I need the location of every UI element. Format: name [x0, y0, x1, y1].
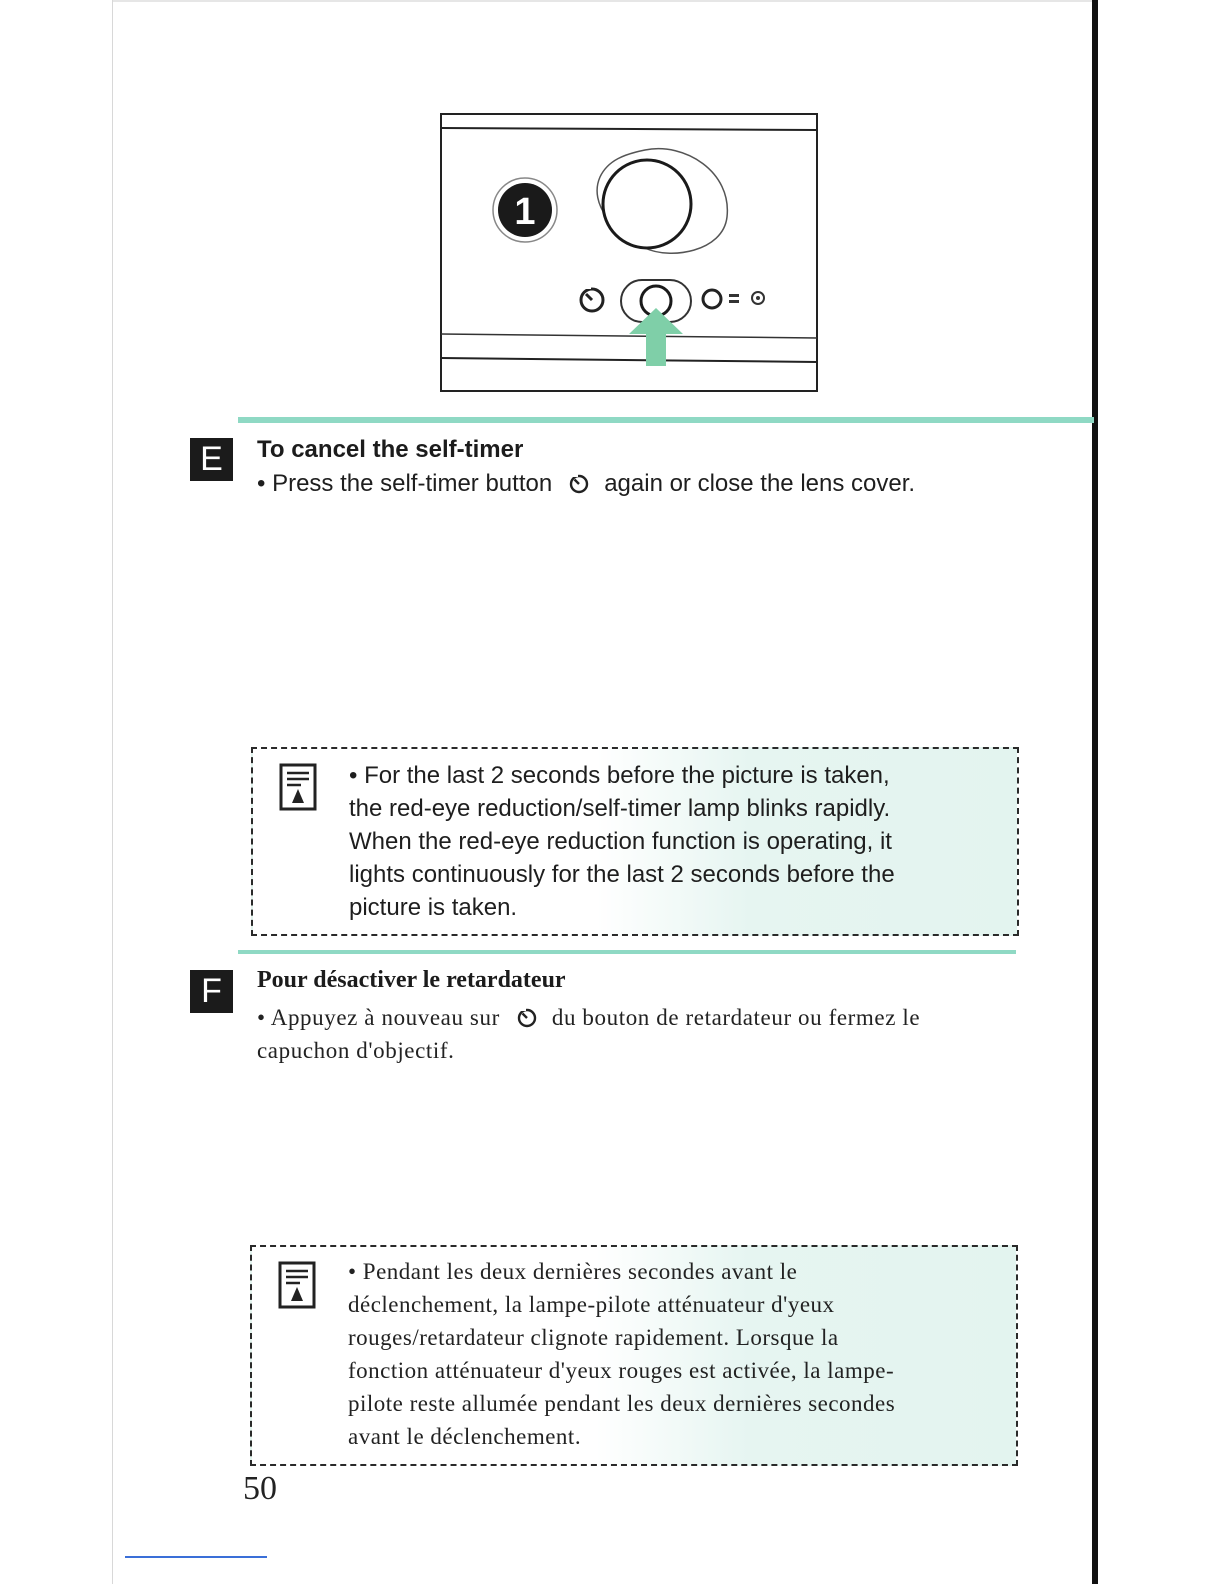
camera-top-illustration	[440, 112, 818, 393]
right-border	[1092, 0, 1098, 1584]
french-instruction-start: • Appuyez à nouveau sur	[257, 1005, 500, 1030]
french-instruction	[257, 1001, 1017, 1067]
english-instruction-start: • Press the self-timer button	[257, 470, 553, 497]
note-line: picture is taken.	[349, 894, 518, 921]
english-note-text	[349, 759, 999, 924]
callout-number-one	[493, 178, 557, 242]
memo-note-icon	[278, 1261, 316, 1309]
note-line: déclenchement, la lampe-pilote atténuateur d'yeux	[348, 1292, 835, 1317]
note-line: lights continuously for the last 2 seconds before the	[349, 861, 895, 888]
left-border	[112, 0, 113, 1584]
english-note-box	[251, 747, 1019, 936]
note-line: avant le déclenchement.	[348, 1424, 582, 1449]
memo-note-icon	[279, 763, 317, 811]
self-timer-icon	[568, 472, 590, 494]
top-border	[112, 0, 1092, 2]
french-note-box	[250, 1245, 1018, 1466]
section-divider	[238, 950, 1016, 954]
note-line: the red-eye reduction/self-timer lamp blinks rapidly.	[349, 795, 891, 822]
french-instruction-end: du bouton de retardateur ou fermez le capuchon d'objectif.	[257, 1005, 921, 1063]
language-badge-french: F	[190, 970, 233, 1013]
bottom-underline	[125, 1556, 267, 1558]
camera-diagram	[440, 112, 818, 393]
note-line: pilote reste allumée pendant les deux dernières secondes	[348, 1391, 896, 1416]
callout-digit: 1	[514, 191, 536, 233]
note-line: • For the last 2 seconds before the picture is taken,	[349, 762, 890, 789]
note-line: • Pendant les deux dernières secondes avant le	[348, 1259, 798, 1284]
page-number: 50	[243, 1470, 277, 1507]
note-line: fonction atténuateur d'yeux rouges est activée, la lampe-	[348, 1358, 895, 1383]
section-divider	[238, 417, 1094, 423]
note-line: When the red-eye reduction function is operating, it	[349, 828, 892, 855]
note-line: rouges/retardateur clignote rapidement. Lorsque la	[348, 1325, 839, 1350]
english-heading: To cancel the self-timer	[257, 436, 524, 463]
english-instruction	[257, 470, 915, 498]
french-heading: Pour désactiver le retardateur	[257, 967, 566, 993]
english-instruction-end: again or close the lens cover.	[604, 470, 916, 497]
self-timer-icon	[516, 1006, 538, 1028]
language-badge-english: E	[190, 438, 233, 481]
french-note-text	[348, 1255, 998, 1453]
